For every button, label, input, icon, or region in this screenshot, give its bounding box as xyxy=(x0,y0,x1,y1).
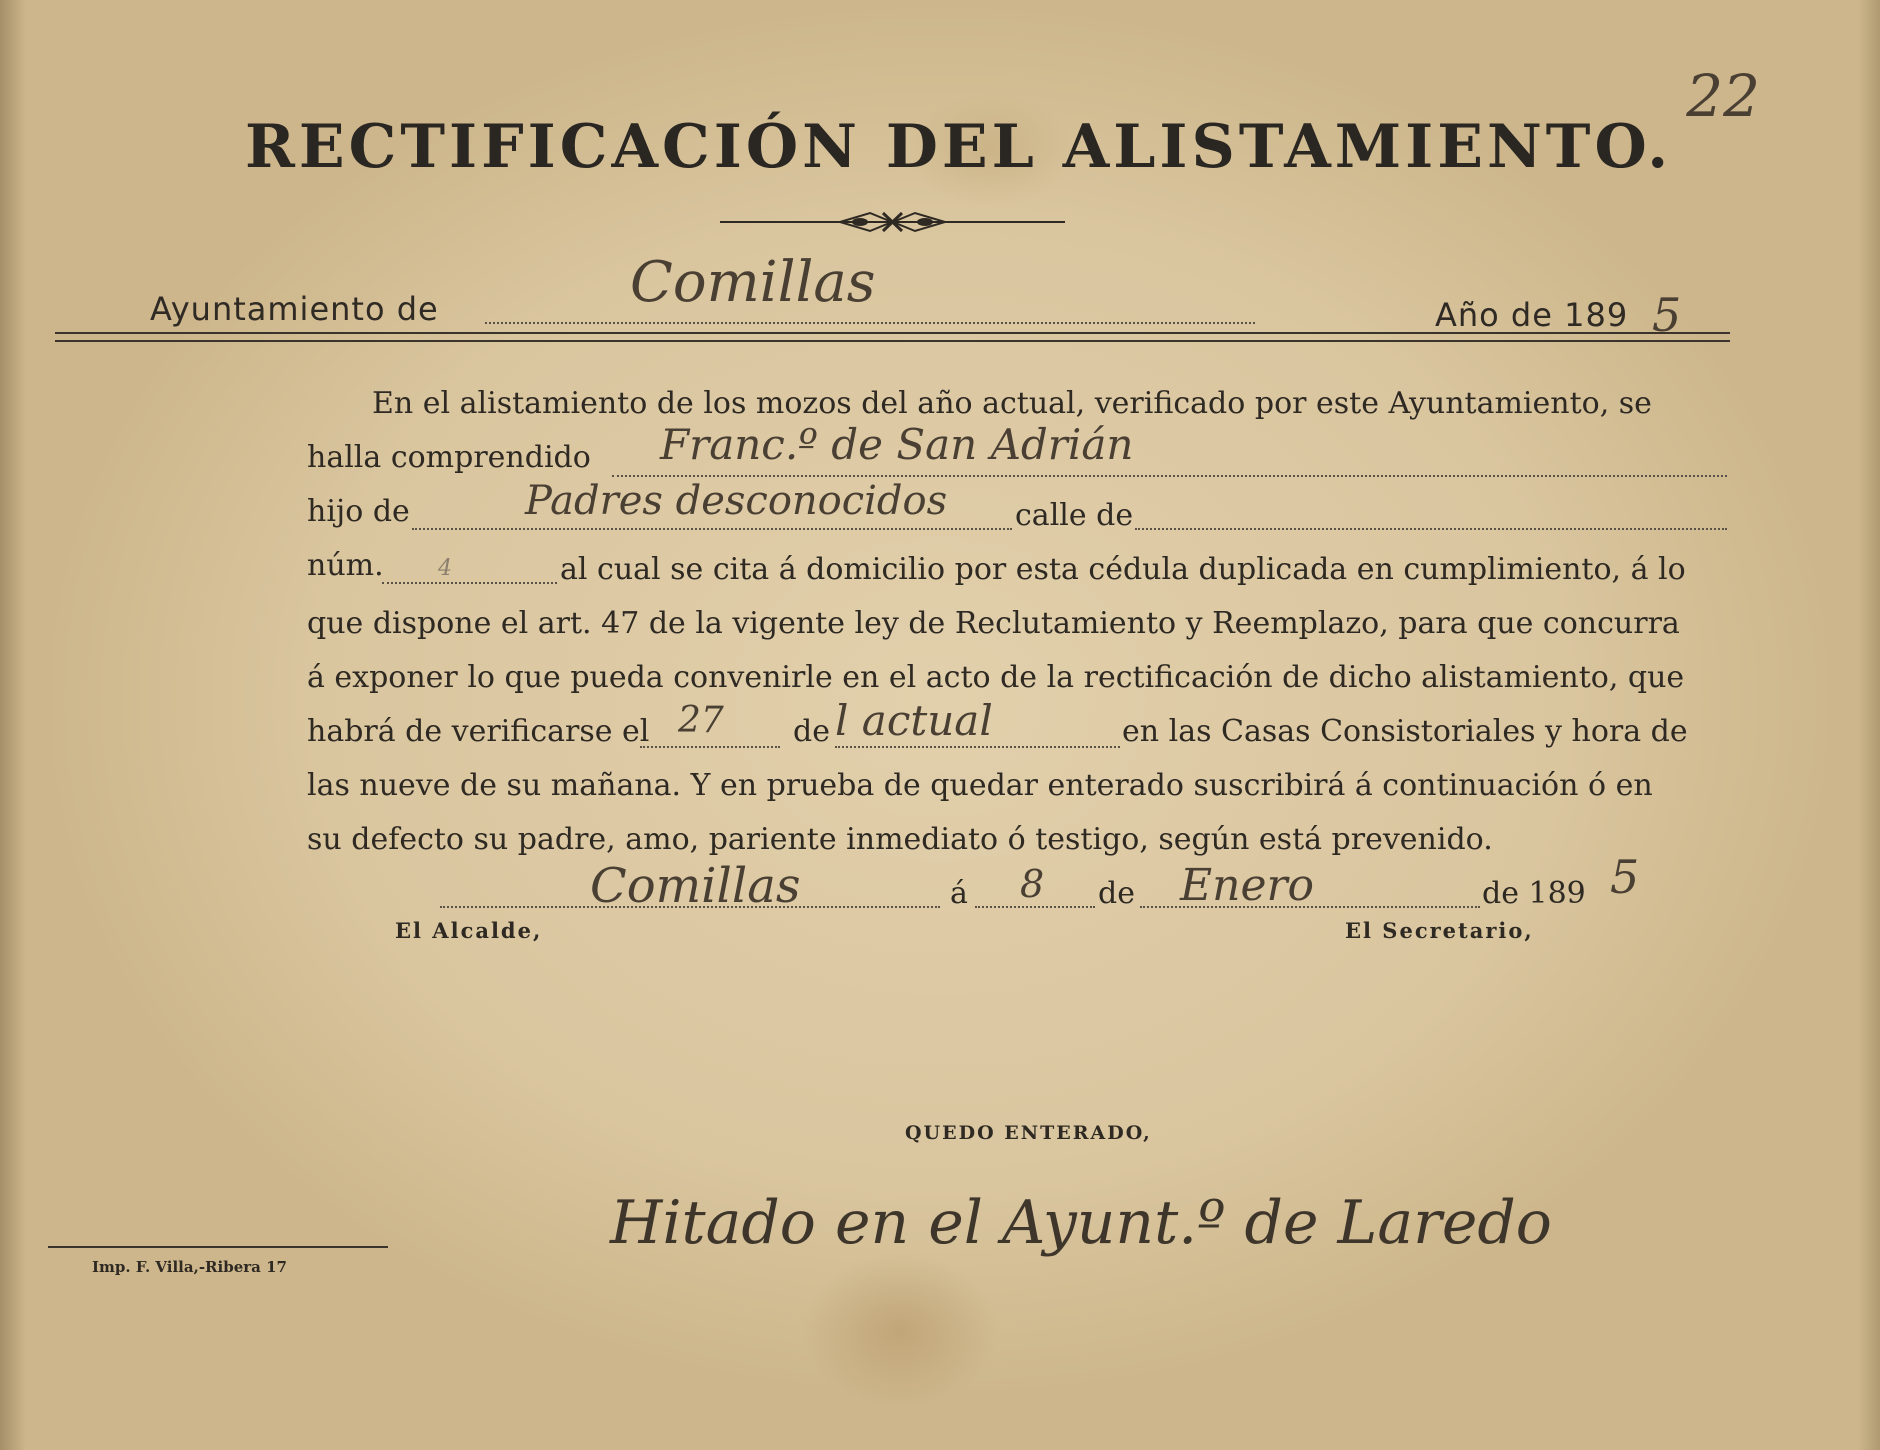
year-label: Año de 189 xyxy=(1435,296,1629,334)
alcalde-label: El Alcalde, xyxy=(395,918,543,943)
year-handwritten-digit: 5 xyxy=(1652,288,1682,342)
month-dotted-line xyxy=(835,746,1120,748)
dateline-year-label: de 189 xyxy=(1482,876,1586,911)
dateline-day-dotted-line xyxy=(975,906,1095,908)
street-label: calle de xyxy=(1015,498,1134,533)
parents-dotted-line xyxy=(412,528,1012,530)
secretario-label: El Secretario, xyxy=(1345,918,1534,943)
dateline-month-handwritten: Enero xyxy=(1180,860,1315,911)
body-line-1: En el alistamiento de los mozos del año actual, verificado por este Ayuntamiento, se xyxy=(372,386,1652,421)
day-handwritten: 27 xyxy=(678,700,724,741)
folio-number: 22 xyxy=(1686,62,1760,130)
body-line-7-c: en las Casas Consistoriales y hora de xyxy=(1122,714,1688,749)
body-line-2-label: halla comprendido xyxy=(307,440,591,475)
imprint-text: Imp. F. Villa,-Ribera 17 xyxy=(92,1258,287,1276)
body-line-7-a: habrá de verificarse el xyxy=(307,714,650,749)
body-line-4: al cual se cita á domicilio por esta cédula duplicada en cumplimiento, á lo xyxy=(560,552,1686,587)
quedo-enterado-label: QUEDO ENTERADO, xyxy=(905,1122,1152,1144)
street-dotted-line xyxy=(1135,528,1727,530)
body-line-8: las nueve de su mañana. Y en prueba de quedar enterado suscribirá á continuación ó en xyxy=(307,768,1653,803)
num-handwritten: 4 xyxy=(438,556,452,581)
ornament-divider xyxy=(720,205,1065,239)
name-dotted-line xyxy=(612,475,1727,477)
body-line-9: su defecto su padre, amo, pariente inmediato ó testigo, según está prevenido. xyxy=(307,822,1493,857)
parents-handwritten: Padres desconocidos xyxy=(525,478,948,524)
month-handwritten: l actual xyxy=(835,696,993,745)
body-line-5: que dispone el art. 47 de la vigente ley de Reclutamiento y Reemplazo, para que concurra xyxy=(307,606,1680,641)
ayuntamiento-label: Ayuntamiento de xyxy=(150,290,439,328)
dateline-year-handwritten-digit: 5 xyxy=(1610,850,1640,904)
name-handwritten: Franc.º de San Adrián xyxy=(660,420,1134,469)
handwritten-note: Hitado en el Ayunt.º de Laredo xyxy=(610,1188,1552,1258)
header-rule-bottom xyxy=(55,340,1730,342)
place-handwritten: Comillas xyxy=(590,858,801,914)
dateline-day-handwritten: 8 xyxy=(1020,862,1045,906)
document-title: RECTIFICACIÓN DEL ALISTAMIENTO. xyxy=(245,112,1673,182)
ayuntamiento-handwritten: Comillas xyxy=(630,250,876,315)
imprint-rule xyxy=(48,1246,388,1248)
dateline-de-label: de xyxy=(1098,876,1135,911)
day-dotted-line xyxy=(640,746,780,748)
body-line-3-label: hijo de xyxy=(307,494,410,529)
body-line-7-b: de xyxy=(793,714,830,749)
num-label: núm. xyxy=(307,548,384,583)
body-line-6: á exponer lo que pueda convenirle en el acto de la rectificación de dicho alistamiento, que xyxy=(307,660,1685,695)
ayuntamiento-dotted-line xyxy=(485,322,1255,324)
header-rule-top xyxy=(55,332,1730,334)
dateline-a-label: á xyxy=(950,876,968,911)
num-dotted-line xyxy=(382,582,557,584)
